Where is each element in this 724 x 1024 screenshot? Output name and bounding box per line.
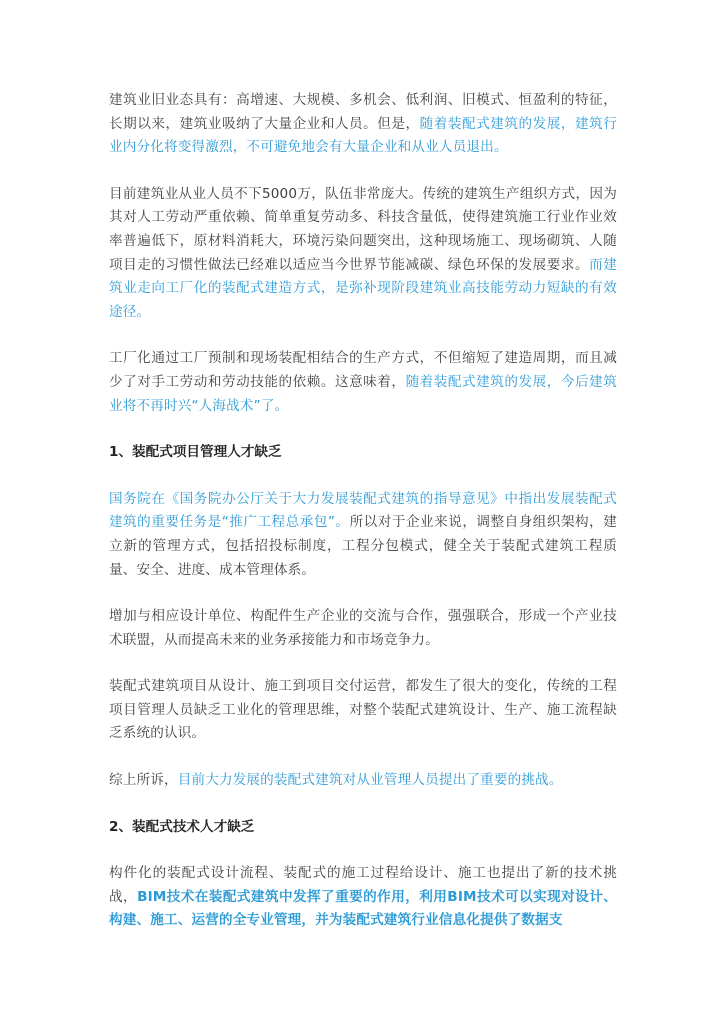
- section-heading-technical: 2、装配式技术人才缺乏: [109, 818, 255, 835]
- paragraph-text: 建筑业旧业态具有：高增速、大规模、多机会、低利润、旧模式、恒盈利的特征，长期以来，建筑业吸纳了大量企业和人员。但是，: [109, 92, 617, 132]
- paragraph-text: 目前建筑业从业人员不下5000万，队伍非常庞大。传统的建筑生产组织方式，因为其对人工劳动严重依赖、简单重复劳动多、科技含量低，使得建筑施工行业作业效率普遍低下，原材料消耗大，环境污染问题突出，这种现场施工、现场砌筑、人随项目走的习惯性做法已经难以适应当今世界节能减碳、绿色环保的发展要求。: [109, 185, 617, 273]
- paragraph-text: 工厂化通过工厂预制和现场装配相结合的生产方式，不但缩短了建造周期，而且减少了对手工劳动和劳动技能的依赖。这意味着，: [109, 350, 617, 390]
- highlighted-bold-text: BIM技术在装配式建筑中发挥了重要的作用，利用BIM技术可以实现对设计、构建、施工、运营的全专业管理，并为装配式建筑行业信息化提供了数据支: [109, 888, 617, 929]
- section-heading-management: 1、装配式项目管理人才缺乏: [109, 444, 282, 461]
- highlighted-text: 目前大力发展的装配式建筑对从业管理人员提出了重要的挑战。: [177, 772, 563, 789]
- highlighted-text: 随着装配式建筑的发展，建筑行业内分化将变得激烈，不可避免地会有大量企业和从业人员退出。: [109, 115, 617, 156]
- highlighted-text: 而建筑业走向工厂化的装配式建造方式，是弥补现阶段建筑业高技能劳动力短缺的有效途径。: [109, 256, 617, 320]
- paragraph-project-management: 装配式建筑项目从设计、施工到项目交付运营，都发生了很大的变化，传统的工程项目管理人员缺乏工业化的管理思维，对整个装配式建筑设计、生产、施工流程缺乏系统的认识。: [109, 678, 617, 742]
- paragraph-factory-production: [109, 347, 617, 418]
- highlighted-text: 国务院在《国务院办公厅关于大力发展装配式建筑的指导意见》中指出发展装配式建筑的重要任务是“推广工程总承包”。: [109, 490, 617, 531]
- paragraph-summary: [109, 769, 617, 793]
- paragraph-text: 所以对于企业来说，调整自身组织架构，建立新的管理方式，包括招投标制度，工程分包模式，健全关于装配式建筑工程质量、安全、进度、成本管理体系。: [109, 514, 617, 578]
- paragraph-industry-status: [109, 89, 617, 160]
- paragraph-workforce: [109, 183, 617, 325]
- paragraph-bim: [109, 862, 617, 933]
- article-body: [109, 89, 617, 956]
- paragraph-cooperation: 增加与相应设计单位、构配件生产企业的交流与合作，强强联合，形成一个产业技术联盟，从而提高未来的业务承接能力和市场竞争力。: [109, 608, 617, 648]
- paragraph-state-council: [109, 488, 617, 582]
- paragraph-text: 综上所诉，: [109, 772, 178, 789]
- highlighted-text: 随着装配式建筑的发展，今后建筑业将不再时兴“人海战术”了。: [109, 373, 618, 414]
- paragraph-text: 构件化的装配式设计流程、装配式的施工过程给设计、施工也提出了新的技术挑战，: [109, 865, 617, 905]
